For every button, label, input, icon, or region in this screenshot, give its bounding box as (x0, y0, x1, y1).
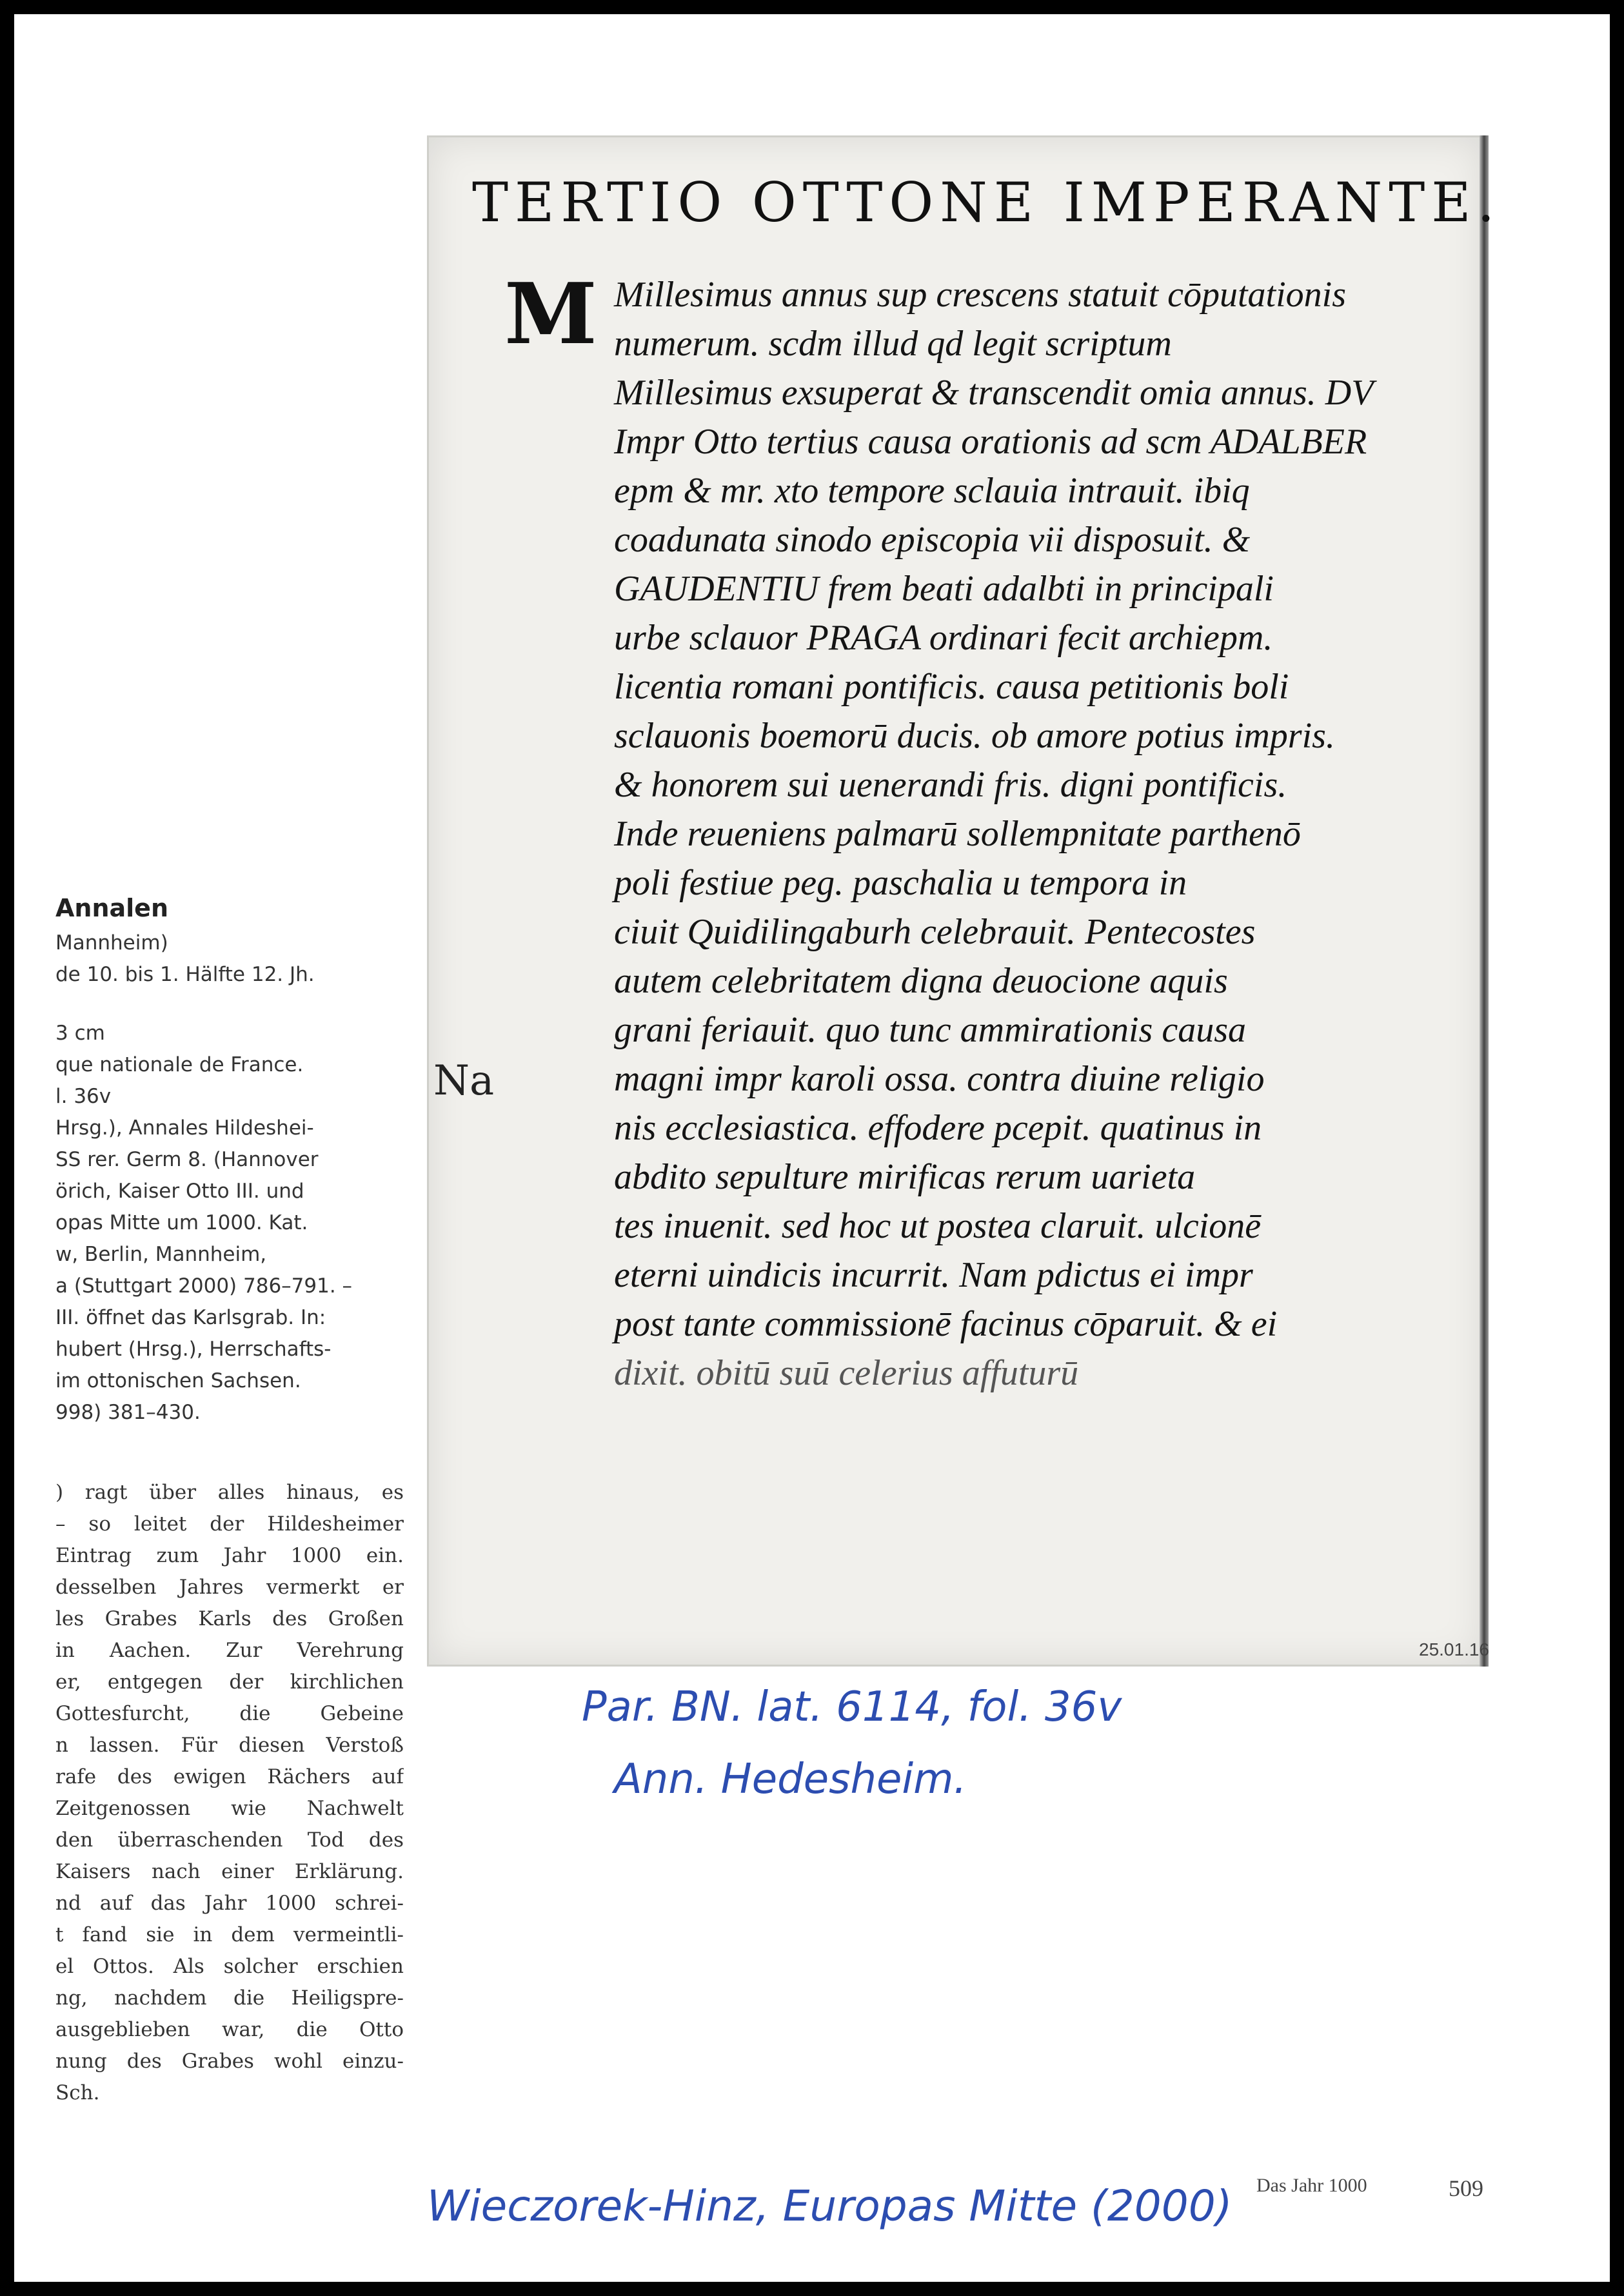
manuscript-line: sclauonis boemorū ducis. ob amore potius impris. (614, 716, 1335, 756)
manuscript-line: Impr Otto tertius causa orationis ad scm ADALBER (614, 422, 1367, 462)
body-line: ng, nachdem die Heiligspre- (55, 1986, 404, 2010)
manuscript-line: urbe sclauor PRAGA ordinari fecit archiepm. (614, 618, 1273, 658)
meta-line: III. öffnet das Karlsgrab. In: (55, 1306, 326, 1329)
meta-line: que nationale de France. (55, 1053, 304, 1076)
meta-line: a (Stuttgart 2000) 786–791. – (55, 1274, 353, 1298)
manuscript-line: magni impr karoli ossa. contra diuine religio (614, 1059, 1265, 1099)
manuscript-facsimile (427, 135, 1501, 1667)
manuscript-line: epm & mr. xto tempore sclauia intrauit. ibiq (614, 471, 1250, 511)
meta-line: opas Mitte um 1000. Kat. (55, 1211, 308, 1234)
manuscript-line: & honorem sui uenerandi fris. digni pontificis. (614, 765, 1287, 805)
body-line: Gottesfurcht, die Gebeine (55, 1702, 404, 1725)
body-line: Zeitgenossen wie Nachwelt (55, 1797, 404, 1820)
decorated-initial: M (504, 264, 597, 363)
body-line: t fand sie in dem vermeintli- (55, 1923, 404, 1946)
meta-line: Mannheim) (55, 931, 168, 955)
manuscript-line: coadunata sinodo episcopia vii disposuit. & (614, 520, 1251, 560)
manuscript-line: Millesimus annus sup crescens statuit cōputationis (614, 275, 1346, 315)
body-line: er, entgegen der kirchlichen (55, 1670, 404, 1694)
manuscript-line: grani feriauit. quo tunc ammirationis causa (614, 1010, 1246, 1050)
body-line: les Grabes Karls des Großen (55, 1607, 404, 1630)
body-line: Eintrag zum Jahr 1000 ein. (55, 1544, 404, 1567)
image-date-stamp: 25.01.16 (1419, 1639, 1489, 1659)
margin-note: Na (433, 1057, 495, 1105)
entry-title: Annalen (55, 894, 169, 922)
manuscript-line: dixit. obitū suū celerius affuturū (614, 1353, 1079, 1393)
body-line: in Aachen. Zur Verehrung (55, 1639, 404, 1662)
commentary-text (55, 1477, 404, 2109)
manuscript-line: autem celebritatem digna deuocione aquis (614, 961, 1228, 1001)
meta-line: SS rer. Germ 8. (Hannover (55, 1148, 319, 1171)
body-line: desselben Jahres vermerkt er (55, 1576, 404, 1599)
meta-line: im ottonischen Sachsen. (55, 1369, 301, 1392)
body-line: den überraschenden Tod des (55, 1828, 404, 1852)
body-line: nung des Grabes wohl einzu- (55, 2050, 404, 2073)
manuscript-line: numerum. scdm illud qd legit scriptum (614, 324, 1172, 364)
meta-line: Hrsg.), Annales Hildeshei- (55, 1116, 314, 1140)
body-line: – so leitet der Hildesheimer (55, 1512, 404, 1536)
manuscript-line: poli festiue peg. paschalia u tempora in (614, 863, 1187, 903)
handwritten-source: Ann. Hedesheim. (614, 1756, 967, 1803)
body-line: el Ottos. Als solcher erschien (55, 1955, 404, 1978)
folio-edge (1480, 135, 1489, 1667)
manuscript-line: licentia romani pontificis. causa petitionis boli (614, 667, 1289, 707)
manuscript-heading: TERTIO OTTONE IMPERANTE. (472, 171, 1501, 234)
body-line: Kaisers nach einer Erklärung. (55, 1860, 404, 1883)
body-line: n lassen. Für diesen Verstoß (55, 1734, 404, 1757)
handwritten-citation: Wieczorek-Hinz, Europas Mitte (2000) (427, 2181, 1233, 2231)
manuscript-line: Millesimus exsuperat & transcendit omia annus. DV (614, 373, 1374, 413)
manuscript-line: post tante commissionē facinus cōparuit. & ei (614, 1304, 1278, 1344)
meta-line: w, Berlin, Mannheim, (55, 1243, 267, 1266)
body-line: nd auf das Jahr 1000 schrei- (55, 1892, 404, 1915)
manuscript-line: eterni uindicis incurrit. Nam pdictus ei impr (614, 1255, 1253, 1295)
manuscript-line: GAUDENTIU frem beati adalbti in principali (614, 569, 1274, 609)
manuscript-line: Inde reueniens palmarū sollempnitate parthenō (614, 814, 1301, 854)
meta-line: 3 cm (55, 1022, 105, 1045)
body-line: ausgeblieben war, die Otto (55, 2018, 404, 2041)
manuscript-line: ciuit Quidilingaburh celebrauit. Pentecostes (614, 912, 1256, 952)
running-title: Das Jahr 1000 (1256, 2175, 1367, 2196)
meta-line: örich, Kaiser Otto III. und (55, 1180, 304, 1203)
page-number: 509 (1449, 2175, 1483, 2201)
catalog-entry-meta (55, 889, 417, 1429)
handwritten-shelfmark: Par. BN. lat. 6114, fol. 36v (582, 1683, 1122, 1731)
meta-line: l. 36v (55, 1085, 112, 1108)
meta-line: 998) 381–430. (55, 1401, 201, 1424)
meta-line: hubert (Hrsg.), Herrschafts- (55, 1338, 332, 1361)
manuscript-line: tes inuenit. sed hoc ut postea claruit. ulcionē (614, 1206, 1262, 1246)
body-line: Sch. (55, 2081, 100, 2104)
manuscript-line: abdito sepulture mirificas rerum uarieta (614, 1157, 1196, 1197)
manuscript-line: nis ecclesiastica. effodere pcepit. quatinus in (614, 1108, 1262, 1148)
meta-line: de 10. bis 1. Hälfte 12. Jh. (55, 963, 315, 986)
book-page (14, 14, 1610, 2282)
body-line: rafe des ewigen Rächers auf (55, 1765, 404, 1788)
body-line: ) ragt über alles hinaus, es (55, 1481, 404, 1504)
